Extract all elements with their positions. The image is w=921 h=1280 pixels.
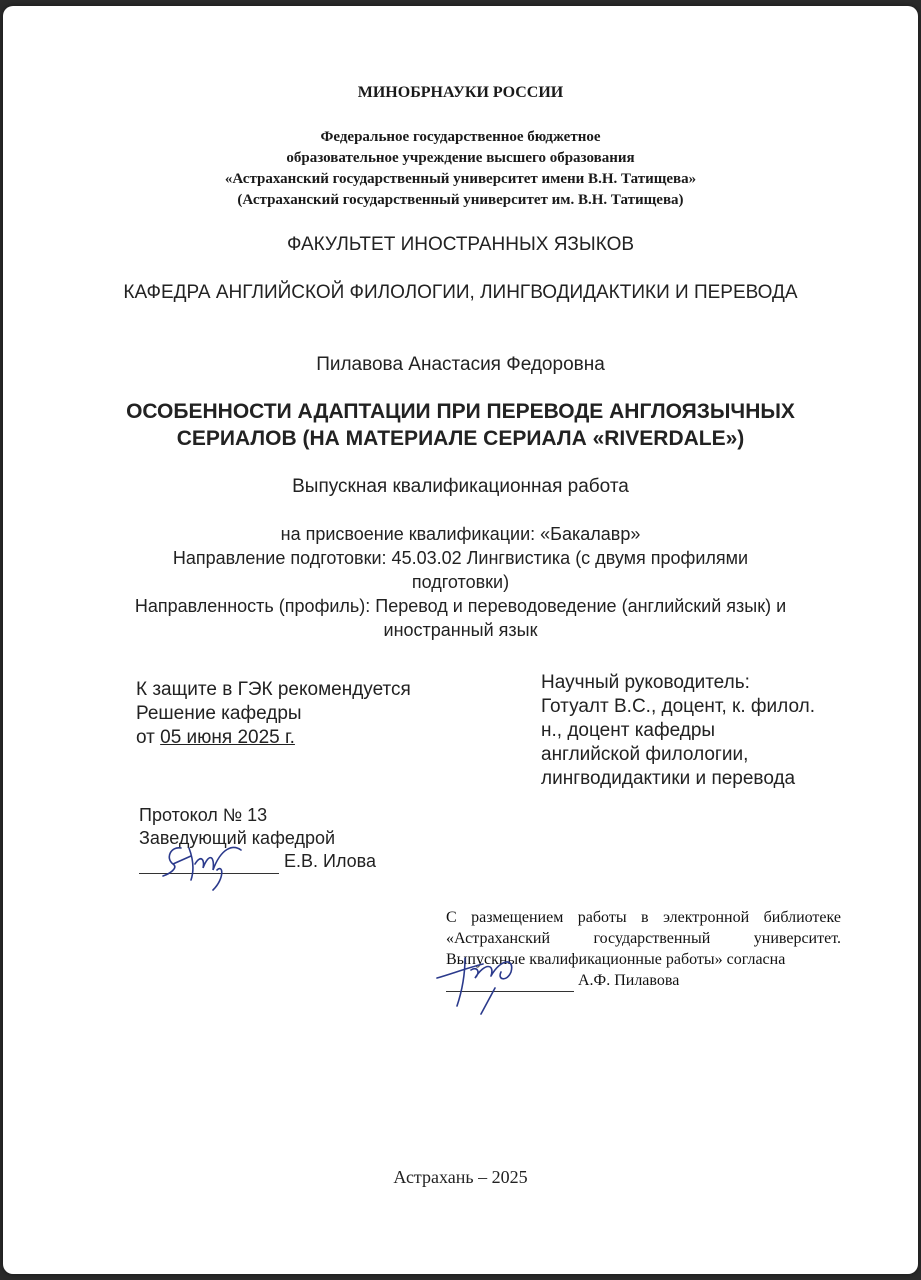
supervisor-label: Научный руководитель: — [541, 672, 750, 693]
protocol-number: Протокол № 13 — [139, 805, 268, 825]
defense-block — [136, 678, 411, 750]
student-signature-image — [431, 948, 541, 1018]
direction-line: Направление подготовки: 45.03.02 Лингвистика (с двумя профилями подготовки) — [172, 548, 749, 592]
institution-line: «Астраханский государственный университет имени В.Н. Татищева» — [224, 171, 697, 187]
department-heading: КАФЕДРА АНГЛИЙСКОЙ ФИЛОЛОГИИ, ЛИНГВОДИДАКТИКИ И ПЕРЕВОДА — [123, 282, 798, 303]
document-page — [3, 6, 918, 1274]
head-signature-image — [151, 834, 261, 894]
faculty-heading: ФАКУЛЬТЕТ ИНОСТРАННЫХ ЯЗЫКОВ — [286, 234, 635, 255]
supervisor-line: английской филологии, — [541, 744, 749, 765]
head-name: Е.В. Илова — [284, 851, 377, 871]
thesis-title: ОСОБЕННОСТИ АДАПТАЦИИ ПРИ ПЕРЕВОДЕ АНГЛОЯЗЫЧНЫХ СЕРИАЛОВ (НА МАТЕРИАЛЕ СЕРИАЛА «RIVERDALE») — [126, 400, 795, 450]
supervisor-block — [541, 671, 841, 791]
supervisor-line: Готуалт В.С., доцент, к. филол. — [541, 696, 815, 717]
head-label: Заведующий кафедрой — [139, 828, 336, 848]
qualification-block — [3, 522, 918, 642]
author-name: Пилавова Анастасия Федоровна — [316, 354, 605, 375]
institution-line: образовательное учреждение высшего образования — [286, 150, 635, 166]
work-type: Выпускная квалификационная работа — [292, 476, 629, 497]
defense-date: 05 июня 2025 г. — [160, 727, 295, 748]
consent-name: А.Ф. Пилавова — [578, 972, 680, 989]
institution-line: Федеральное государственное бюджетное — [320, 129, 601, 145]
institution-line: (Астраханский государственный университет им. В.Н. Татищева) — [237, 192, 684, 208]
defense-date-row — [136, 726, 411, 750]
defense-date-prefix: от — [136, 727, 161, 748]
qualification-line: на присвоение квалификации: «Бакалавр» — [280, 524, 641, 544]
profile-line: Направленность (профиль): Перевод и переводоведение (английский язык) и иностранный язык — [134, 596, 787, 640]
defense-recommend: К защите в ГЭК рекомендуется — [136, 679, 411, 700]
institution-block — [3, 127, 918, 211]
defense-decision: Решение кафедры — [136, 703, 302, 724]
supervisor-line: н., доцент кафедры — [541, 720, 716, 741]
supervisor-line: лингводидактики и перевода — [541, 768, 796, 789]
consent-text: С размещением работы в электронной библиотеке «Астраханский государственный университет. Выпускные квалификационные работы» согласна — [446, 909, 841, 968]
city-year: Астрахань – 2025 — [393, 1167, 528, 1187]
ministry-heading: МИНОБРНАУКИ РОССИИ — [357, 84, 564, 101]
